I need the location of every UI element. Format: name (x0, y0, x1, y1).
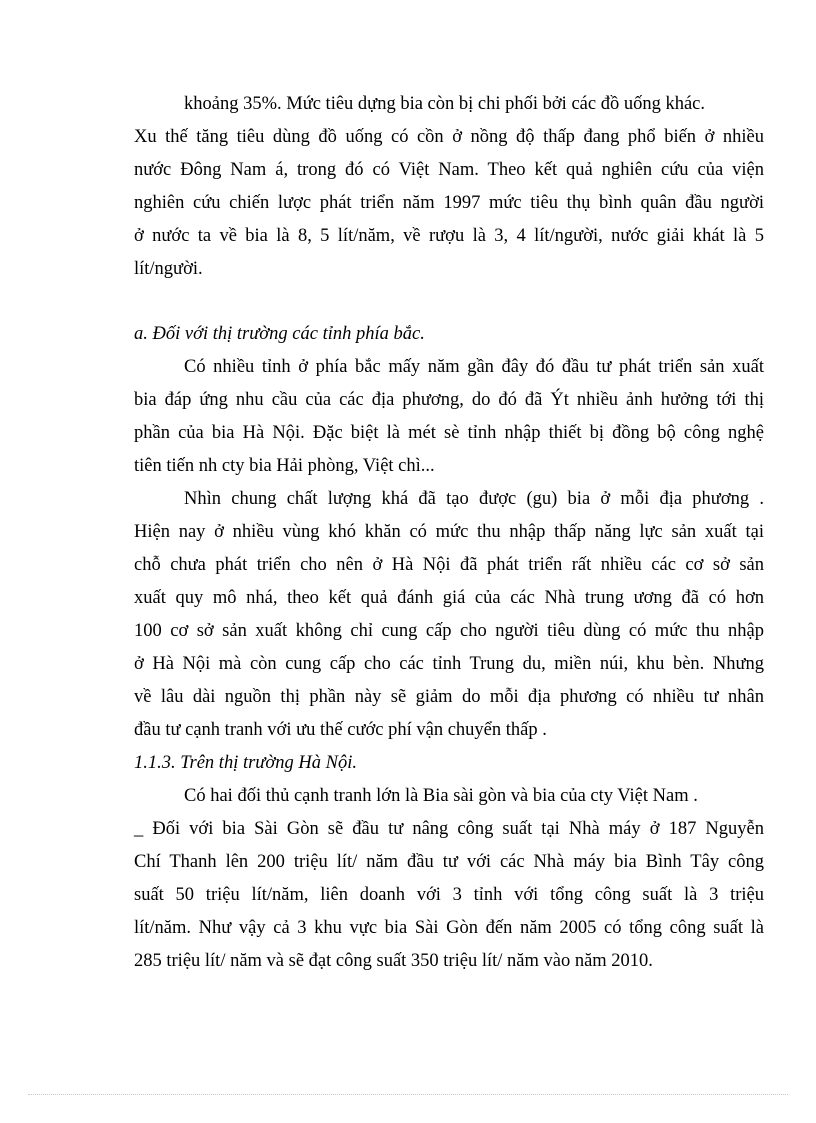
para2-line3: phần của bia Hà Nội. Đặc biệt là mét sè tỉnh nhập thiết bị đồng bộ công nghệ (134, 423, 764, 443)
page-bottom-rule (28, 1094, 788, 1095)
para1-line3: nước Đông Nam á, trong đó có Việt Nam. Theo kết quả nghiên cứu của viện (134, 160, 764, 180)
para1-line2: Xu thế tăng tiêu dùng đồ uống có cồn ở nồng độ thấp đang phổ biến ở nhiều (134, 127, 764, 147)
section-heading-113: 1.1.3. Trên thị trường Hà Nội. (134, 753, 357, 773)
para3-line4: xuất quy mô nhá, theo kết quả đánh giá của các Nhà trung ương đã có hơn (134, 588, 764, 608)
para3-line3: chỗ chưa phát triển cho nên ở Hà Nội đã phát triển rất nhiều các cơ sở sản (134, 555, 764, 575)
para4-line3: Chí Thanh lên 200 triệu lít/ năm đầu tư với các Nhà máy bia Bình Tây công (134, 852, 764, 872)
para3-line8: đầu tư cạnh tranh với ưu thế cước phí vận chuyển thấp . (134, 720, 547, 740)
para3-line7: về lâu dài nguồn thị phần này sẽ giảm do mỗi địa phương có nhiều tư nhân (134, 687, 764, 707)
para4-line1: Có hai đối thủ cạnh tranh lớn là Bia sài gòn và bia của cty Việt Nam . (184, 786, 698, 806)
para3-line1: Nhìn chung chất lượng khá đã tạo được (gu) bia ở mỗi địa phương . (184, 489, 764, 509)
para1-line4: nghiên cứu chiến lược phát triển năm 1997 mức tiêu thụ bình quân đầu người (134, 193, 764, 213)
para2-line1: Có nhiều tỉnh ở phía bắc mấy năm gần đây đó đầu tư phát triển sản xuất (184, 357, 764, 377)
para2-line4: tiên tiến nh cty bia Hải phòng, Việt chì... (134, 456, 435, 476)
para3-line5: 100 cơ sở sản xuất không chỉ cung cấp cho người tiêu dùng có mức thu nhập (134, 621, 764, 641)
para4-line4: suất 50 triệu lít/năm, liên doanh với 3 tỉnh với tổng công suất là 3 triệu (134, 885, 764, 905)
para4-line5: lít/năm. Như vậy cả 3 khu vực bia Sài Gòn đến năm 2005 có tổng công suất là (134, 918, 764, 938)
para3-line2: Hiện nay ở nhiều vùng khó khăn có mức thu nhập thấp năng lực sản xuất tại (134, 522, 764, 542)
para3-line6: ở Hà Nội mà còn cung cấp cho các tỉnh Trung du, miền núi, khu bèn. Nhưng (134, 654, 764, 674)
para1-line1: khoảng 35%. Mức tiêu dựng bia còn bị chi phối bởi các đồ uống khác. (184, 94, 705, 114)
para1-line5: ở nước ta về bia là 8, 5 lít/năm, về rượu là 3, 4 lít/người, nước giải khát là 5 (134, 226, 764, 246)
para2-line2: bia đáp ứng nhu cầu của các địa phương, do đó đã Ýt nhiều ảnh hưởng tới thị (134, 390, 764, 410)
para4-line2: _ Đối với bia Sài Gòn sẽ đầu tư nâng công suất tại Nhà máy ở 187 Nguyễn (134, 819, 764, 839)
para1-line6: lít/người. (134, 259, 203, 279)
para4-line6: 285 triệu lít/ năm và sẽ đạt công suất 350 triệu lít/ năm vào năm 2010. (134, 951, 653, 971)
section-heading-a: a. Đối với thị trường các tỉnh phía bắc. (134, 324, 425, 344)
